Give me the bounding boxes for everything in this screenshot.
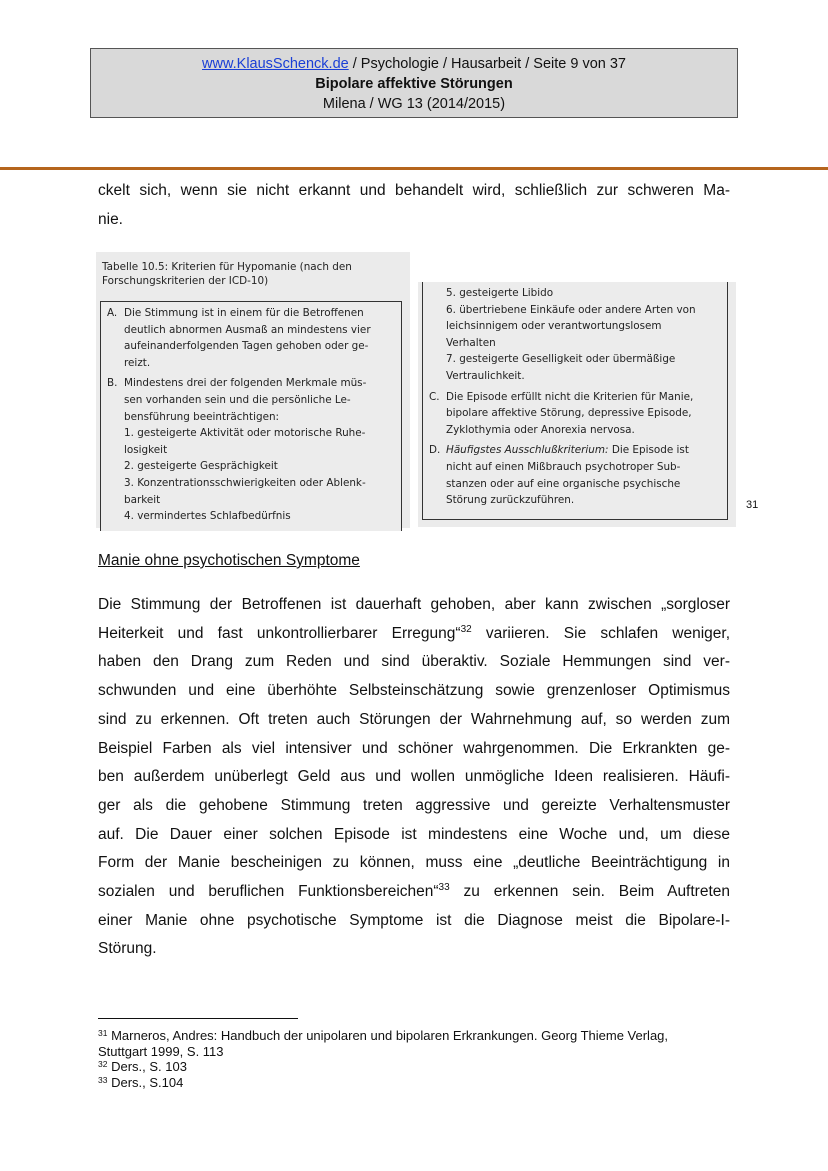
intro-paragraph [98,177,730,234]
criteria-text: leichsinnigem oder verantwortungslosem [446,320,662,333]
text-line: ger als die gehobene Stimmung treten aggressive und gereizte Verhaltensmuster [98,796,730,814]
criteria-text: Die Stimmung ist in einem für die Betroffenen [124,307,364,319]
criteria-text: Mindestens drei der folgenden Merkmale müs- [124,377,367,390]
footnote-number: 32 [98,1059,108,1069]
criteria-text: 1. gesteigerte Aktivität oder motorische Ruhe- [124,427,366,440]
criteria-text: 6. übertriebene Einkäufe oder andere Arten von [446,303,696,316]
criteria-text: Verhalten [446,336,496,349]
criteria-text: bipolare affektive Störung, depressive Episode, [446,407,692,420]
criteria-text: Zyklothymia oder Anorexia nervosa. [446,423,635,436]
header-title: Bipolare affektive Störungen [315,76,513,92]
criteria-marker: D. [429,444,441,457]
criteria-text: barkeit [124,493,161,506]
text-line: Beispiel Farben als viel intensiver und schöner wahrgenommen. Die Erkrankten ge- [98,739,730,757]
table-footnote-mark: 31 [746,499,759,511]
header-path: / Psychologie / Hausarbeit / Seite 9 von 37 [348,56,626,72]
footnote-divider [98,1018,298,1019]
table-scan-left [96,252,410,528]
caption-line: Forschungskriterien der ICD-10) [102,275,269,288]
footnote-line: Stuttgart 1999, S. 113 [98,1043,224,1059]
criteria-text: losigkeit [124,443,168,456]
criteria-text: Störung zurückzuführen. [446,494,575,507]
criteria-text: 4. vermindertes Schlafbedürfnis [124,510,291,523]
criteria-text: 2. gesteigerte Gesprächigkeit [124,460,278,473]
footnote-ref: 33 [438,882,450,894]
table-caption [102,260,402,289]
footnote-line: $^{33}$ Ders., S.104 [98,1074,184,1090]
text-line: Form der Manie bescheinigen zu können, muss eine „deutliche Beeinträchtigung in [98,854,730,872]
text-line: Störung. [98,940,157,958]
text-line: Heiterkeit und fast unkontrollierbarer Erregung“$^{32}$ variieren. Sie schlafen weniger, [98,623,731,642]
text-line: ckelt sich, wenn sie nicht erkannt und behandelt wird, schließlich zur schweren Ma- [98,182,730,199]
criteria-marker: B. [107,377,118,390]
criteria-text: Die Episode erfüllt nicht die Kriterien für Manie, [446,390,694,403]
footnote-line: $^{32}$ Ders., S. 103 [98,1059,187,1074]
criteria-text: 3. Konzentrationsschwierigkeiten oder Ablenk- [124,477,366,489]
criteria-text: 5. gesteigerte Libido [446,287,554,299]
header-divider [0,167,828,170]
footnote-ref: 32 [460,623,472,635]
text-line: haben den Drang zum Reden und sind überaktiv. Soziale Hemmungen sind ver- [98,653,730,671]
page-header [90,48,738,118]
text-line: nie. [98,210,123,228]
text-line: sozialen und beruflichen Funktionsbereichen“$^{33}$ zu erkennen sein. Beim Auftreten [98,882,731,901]
criteria-text: Vertraulichkeit. [446,370,525,382]
text-line: einer Manie ohne psychotische Symptome ist die Diagnose meist die Bipolare-I- [98,911,730,929]
criteria-text: bensführung beeinträchtigen: [124,410,280,423]
website-link[interactable]: www.KlausSchenck.de [202,56,349,72]
text-line: sind zu erkennen. Oft treten auch Störungen der Wahrnehmung auf, so werden zum [98,710,730,728]
criteria-text: deutlich abnormen Ausmaß an mindestens vier [124,323,371,336]
table-scan-right [418,282,736,527]
criteria-text: 7. gesteigerte Geselligkeit oder übermäßige [446,353,676,366]
table-box-left [100,301,402,531]
criteria-marker: A. [107,307,118,319]
text-line: auf. Die Dauer einer solchen Episode ist mindestens eine Woche und, um diese [98,825,730,843]
header-author: Milena / WG 13 (2014/2015) [322,96,506,112]
criteria-text: reizt. [124,356,151,369]
footnotes [98,1028,738,1090]
criteria-text: aufeinanderfolgenden Tagen gehoben oder ge- [124,340,369,353]
criteria-text: Häufigstes Ausschlußkriterium: Die Episode ist [446,444,689,457]
footnote-number: 33 [98,1074,108,1085]
table-box-right [422,282,728,520]
criteria-marker: C. [429,390,440,403]
section-paragraph [98,591,730,964]
caption-line: Tabelle 10.5: Kriterien für Hypomanie (nach den [102,261,352,273]
footnote-number: 31 [98,1028,108,1038]
criteria-text: sen vorhanden sein und die persönliche Le- [124,394,351,406]
criteria-text: nicht auf einen Mißbrauch psychotroper Sub- [446,461,681,473]
header-line-1 [91,54,737,74]
text-line: schwunden und eine überhöhte Selbsteinschätzung sowie grenzenloser Optimismus [98,682,730,700]
text-line: Die Stimmung der Betroffenen ist dauerhaft gehoben, aber kann zwischen „sorgloser [98,596,730,613]
text-line: ben außerdem unüberlegt Geld aus und wollen unmögliche Ideen realisieren. Häufi- [98,768,730,786]
section-heading: Manie ohne psychotischen Symptome [98,552,360,569]
criteria-text: stanzen oder auf eine organische psychische [446,477,681,490]
footnote-line: $^{31}$ Marneros, Andres: Handbuch der unipolaren und bipolaren Erkrankungen. Georg Thieme Verlag, [98,1028,669,1043]
